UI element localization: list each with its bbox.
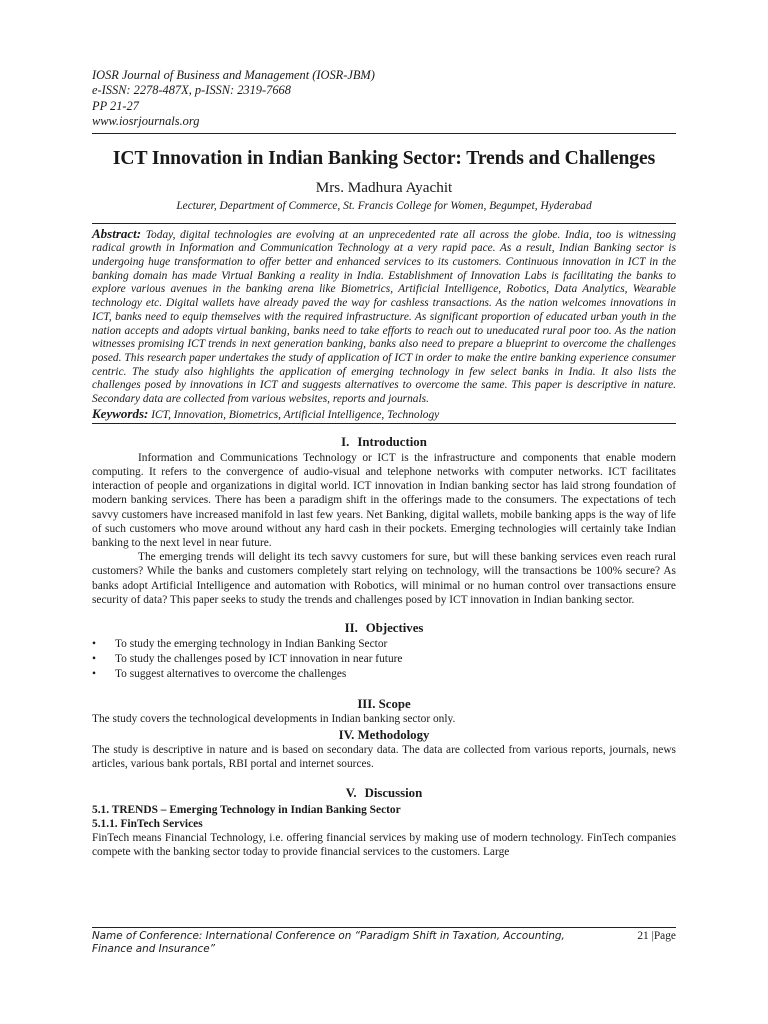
abstract-label: Abstract: [92, 225, 142, 241]
abstract-section [92, 223, 676, 424]
section-heading-discussion [92, 786, 676, 801]
bullet-icon: • [92, 668, 96, 680]
section-number: II. [344, 621, 358, 635]
section-number: I. [341, 434, 350, 449]
intro-paragraph-1: Information and Communications Technology or ICT is the infrastructure and components that enable modern computing. It refers to the convergence of audio-visual and telephone networks with computer networks. ICT facilitates interaction of people and organizations in digital world. ICT innovation in Indian banking sector has laid strong foundation of modern banking services. There has been a paradigm shift in the offerings made to the consumers. The expectations of tech savvy customers have increased manifold in last few years. Net Banking, digital wallets, mobile banking apps is the way of life of such customers who move around without any hard cash in their pockets. Emerging technologies will certainly take Indian banking to the next level in near future. [92, 451, 676, 549]
subsection-heading-fintech: 5.1.1. FinTech Services [92, 817, 203, 830]
paper-title: ICT Innovation in Indian Banking Sector: Trends and Challenges [112, 147, 656, 169]
page-number: 21 |Page [637, 930, 676, 942]
section-title: Introduction [357, 434, 427, 449]
methodology-paragraph: The study is descriptive in nature and is based on secondary data. The data are collected from various reports, journals, news articles, various bank portals, RBI portal and internet sources. [92, 744, 676, 771]
header-rule [92, 133, 676, 134]
scope-paragraph: The study covers the technological developments in Indian banking sector only. [92, 713, 456, 725]
conference-name: Name of Conference: International Conference on “Paradigm Shift in Taxation, Accounting, Finance and Insurance” [92, 930, 565, 956]
abstract-text: Today, digital technologies are evolving at an unprecedented rate all across the globe. India, too is witnessing radical growth in Information and Communication Technology at a very rapid pace. As a result, Indian Banking sector is undergoing huge transformation to offer better and enhanced services to its customers. Continuous innovation in ICT in the banking domain has made Virtual Banking a reality in India. Establishment of Innovation Labs is facilitating the banks to explore various avenues in the banking arena like Biometrics, Artificial Intelligence, Robotics, Data Analytics, Wearable technology etc. Digital wallets have already paved the way for cashless transactions. As the nation welcomes innovations in ICT, banks need to equip themselves with the required infrastructure. As significant proportion of educated urban youth in the nation accepts and adopts virtual banking, banks need to take efforts to reach out to uneducated rural poor too. As the nation witnesses promising ICT trends in next generation banking, banks also need to prepare a blueprint to overcome the challenges posed. This research paper undertakes the study of application of ICT in order to make the entire banking experience consumer centric. The study also highlights the application of emerging technology in few select banks in India. It also lists the challenges posed by innovations in ICT and suggests alternatives to overcome the same. This paper is descriptive in nature. Secondary data are collected from various websites, reports and journals. [92, 228, 676, 406]
intro-paragraph-2: The emerging trends will delight its tech savvy customers for sure, but will these banking services even reach rural customers? While the banks and customers completely start relying on technology, will the transactions be 100% secure? As banks adopt Artificial Intelligence and automation with Robotics, will minimal or no human control over transactions ensure security of data? This paper seeks to study the trends and challenges posed by ICT innovation in Indian banking sector. [92, 551, 676, 606]
page-footer [92, 927, 676, 957]
section-title: Discussion [364, 785, 423, 800]
list-item [92, 667, 676, 682]
bullet-icon: • [92, 653, 96, 665]
list-item [92, 637, 676, 652]
list-item [92, 652, 676, 667]
journal-website[interactable]: www.iosrjournals.org [92, 114, 200, 129]
journal-name: IOSR Journal of Business and Management (IOSR-JBM) [92, 68, 375, 82]
section-heading-scope: III. Scope [357, 697, 411, 711]
subsection-heading-trends: 5.1. TRENDS – Emerging Technology in Indian Banking Sector [92, 803, 401, 816]
abstract-paragraph [92, 227, 676, 407]
objective-text: To suggest alternatives to overcome the challenges [115, 668, 347, 680]
journal-issn: e-ISSN: 2278-487X, p-ISSN: 2319-7668 [92, 83, 291, 98]
journal-pages: PP 21-27 [92, 98, 139, 113]
paper-page [92, 68, 676, 859]
keywords-line [92, 407, 676, 422]
objective-text: To study the emerging technology in Indian Banking Sector [115, 638, 388, 650]
fintech-paragraph: FinTech means Financial Technology, i.e. offering financial services by making use of modern technology. FinTech companies compete with the banking sector today to provide financial services to the customers. Large [92, 831, 676, 858]
author-name: Mrs. Madhura Ayachit [315, 178, 453, 196]
keywords-label: Keywords: [92, 405, 149, 421]
keywords-text: ICT, Innovation, Biometrics, Artificial Intelligence, Technology [151, 408, 440, 421]
footer-rule [92, 927, 676, 928]
section-heading-methodology: IV. Methodology [338, 728, 430, 743]
objective-text: To study the challenges posed by ICT innovation in near future [115, 653, 403, 665]
journal-header [92, 68, 676, 130]
section-title: Objectives [365, 621, 424, 635]
author-affiliation: Lecturer, Department of Commerce, St. Francis College for Women, Begumpet, Hyderabad [176, 199, 592, 212]
section-heading-objectives [92, 621, 676, 636]
section-number: V. [345, 785, 357, 800]
section-heading-introduction [92, 435, 676, 450]
bullet-icon: • [92, 638, 96, 650]
objectives-list [92, 637, 676, 682]
keywords-rule [92, 423, 676, 424]
